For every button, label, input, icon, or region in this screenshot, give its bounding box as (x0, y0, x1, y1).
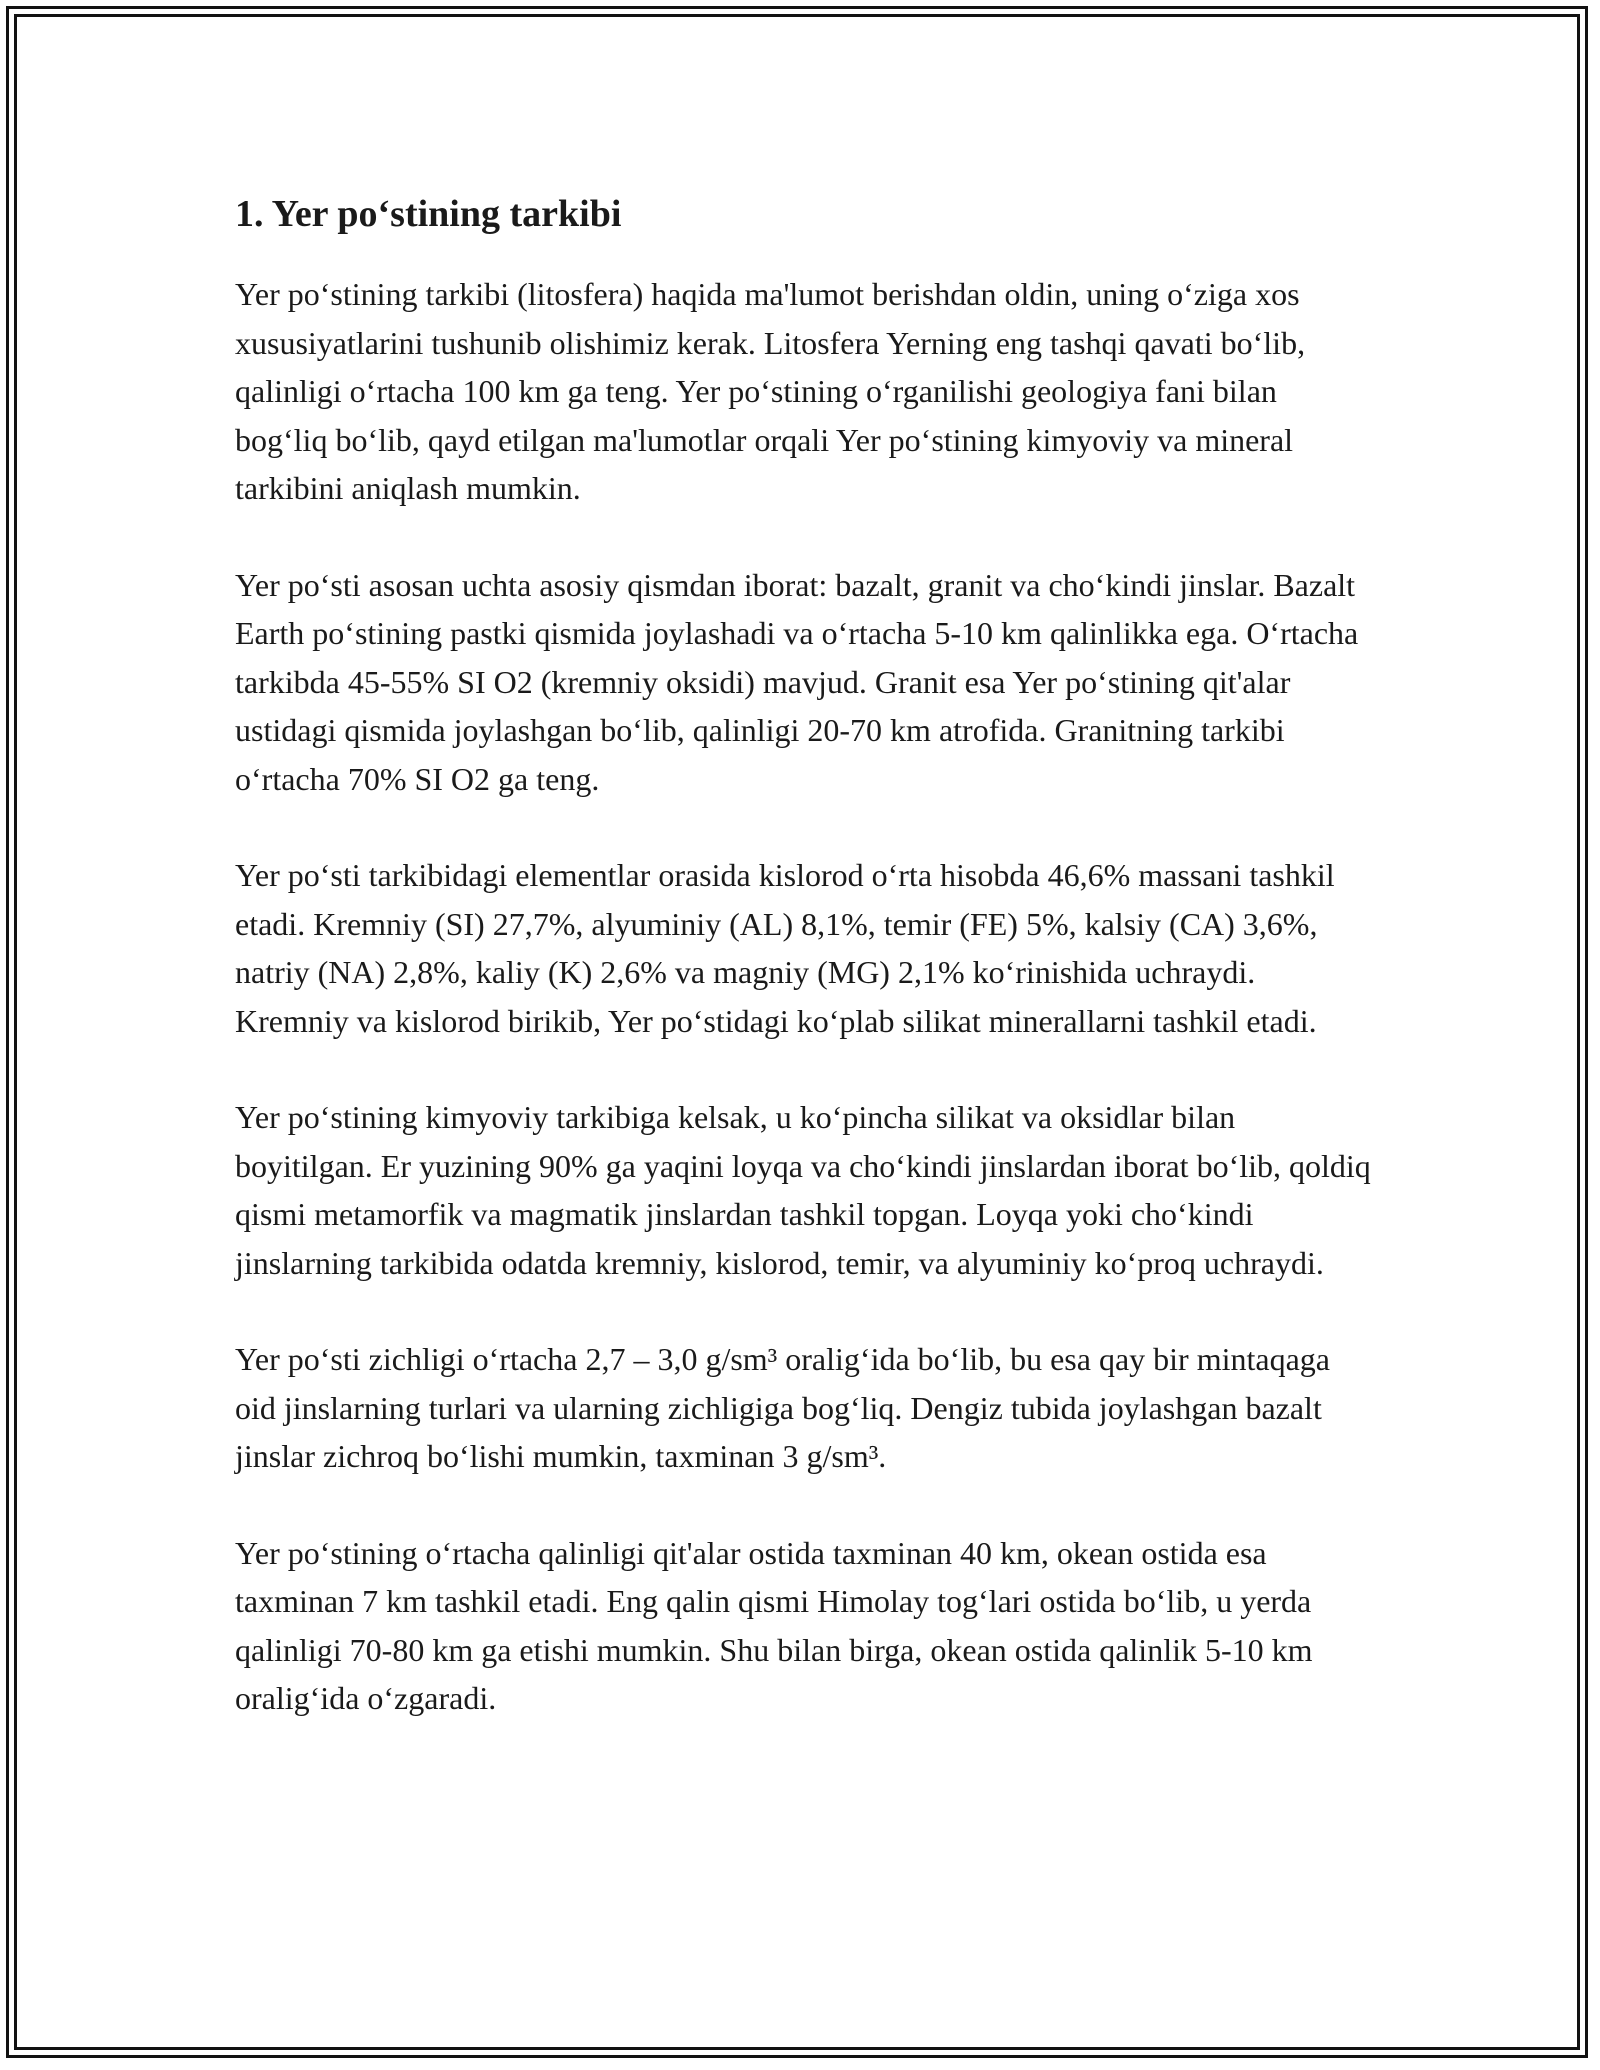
paragraph-5: Yer po‘sti zichligi o‘rtacha 2,7 – 3,0 g/sm³ oralig‘ida bo‘lib, bu esa qay bir mintaqaga oid jinslarning turlari va ularning zichligiga bog‘liq. Dengiz tubida joylashgan bazalt jinslar zichroq bo‘lishi mumkin, taxminan 3 g/sm³. (235, 1341, 1330, 1474)
paragraph-4: Yer po‘stining kimyoviy tarkibiga kelsak, u ko‘pincha silikat va oksidlar bilan boyitilgan. Er yuzining 90% ga yaqini loyqa va cho‘kindi jinslardan iborat bo‘lib, qoldiq qismi metamorfik va magmatik jinslardan tashkil topgan. Loyqa yoki cho‘kindi jinslarning tarkibida odatda kremniy, kislorod, temir, va alyuminiy ko‘proq uchraydi. (235, 1099, 1371, 1281)
paragraph-1: Yer po‘stining tarkibi (litosfera) haqida ma'lumot berishdan oldin, uning o‘ziga xos xususiyatlarini tushunib olishimiz kerak. Litosfera Yerning eng tashqi qavati bo‘lib, qalinligi o‘rtacha 100 km ga teng. Yer po‘stining o‘rganilishi geologiya fani bilan bog‘liq bo‘lib, qayd etilgan ma'lumotlar orqali Yer po‘stining kimyoviy va mineral tarkibini aniqlash mumkin. (235, 276, 1306, 506)
paragraph-3: Yer po‘sti tarkibidagi elementlar orasida kislorod o‘rta hisobda 46,6% massani tashkil etadi. Kremniy (SI) 27,7%, alyuminiy (AL) 8,1%, temir (FE) 5%, kalsiy (CA) 3,6%, natriy (NA) 2,8%, kaliy (K) 2,6% va magniy (MG) 2,1% ko‘rinishida uchraydi. Kremniy va kislorod birikib, Yer po‘stidagi ko‘plab silikat minerallarni tashkil etadi. (235, 857, 1335, 1039)
paragraph-6: Yer po‘stining o‘rtacha qalinligi qit'alar ostida taxminan 40 km, okean ostida esa taxminan 7 km tashkil etadi. Eng qalin qismi Himolay tog‘lari ostida bo‘lib, u yerda qalinligi 70-80 km ga etishi mumkin. Shu bilan birga, okean ostida qalinlik 5-10 km oralig‘ida o‘zgaradi. (235, 1534, 1313, 1716)
section-heading: 1. Yer po‘stining tarkibi (235, 193, 622, 235)
paragraph-2: Yer po‘sti asosan uchta asosiy qismdan iborat: bazalt, granit va cho‘kindi jinslar. Bazalt Earth po‘stining pastki qismida joylashadi va o‘rtacha 5-10 km qalinlikka ega. O‘rtacha tarkibda 45-55% SI O2 (kremniy oksidi) mavjud. Granit esa Yer po‘stining qit'alar ustidagi qismida joylashgan bo‘lib, qalinligi 20-70 km atrofida. Granitning tarkibi o‘rtacha 70% SI O2 ga teng. (235, 566, 1359, 797)
document-body (235, 188, 1375, 1771)
